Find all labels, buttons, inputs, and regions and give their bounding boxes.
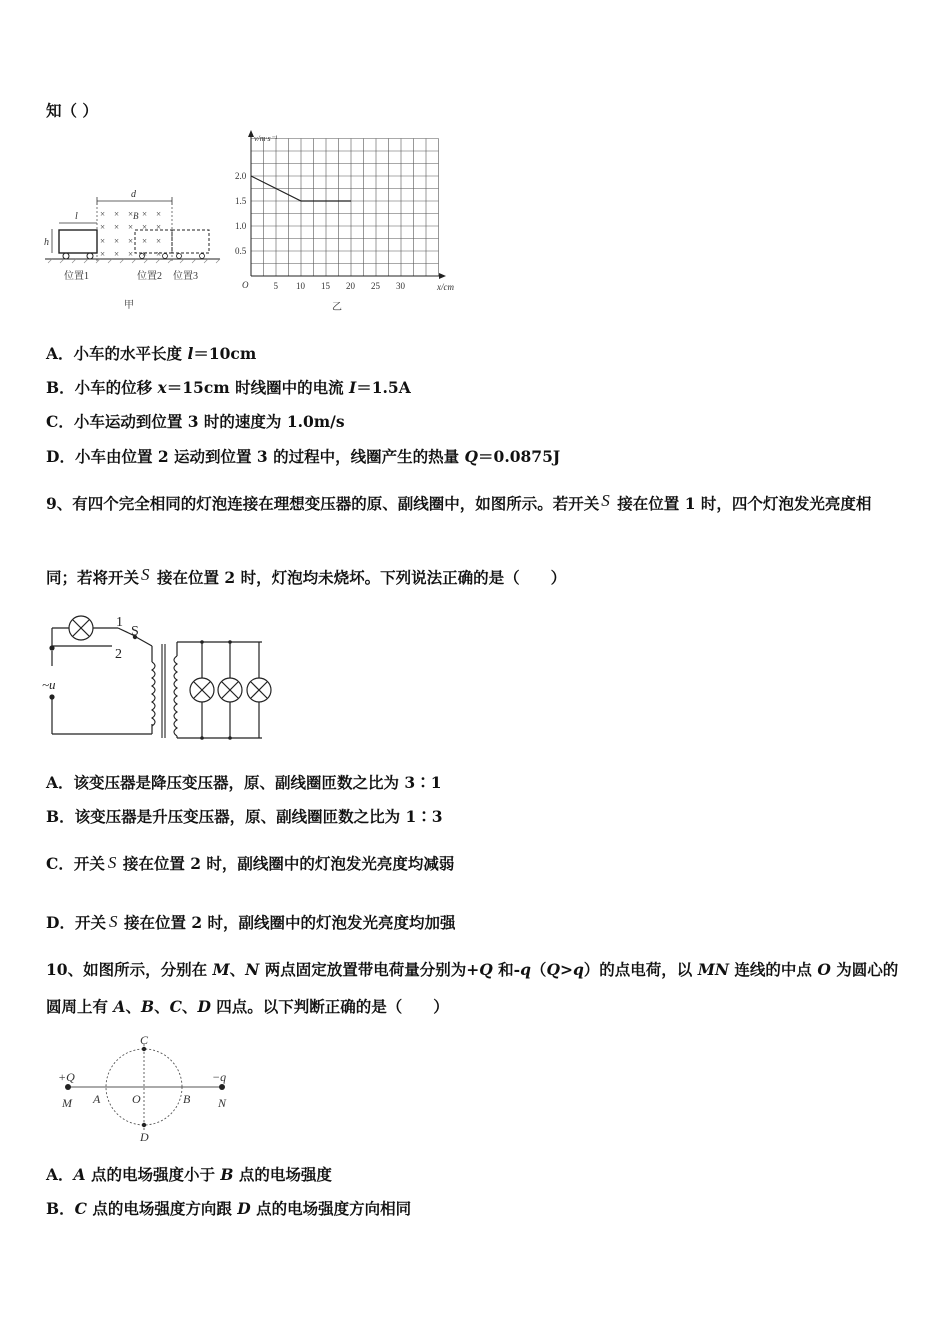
label-d: d [131, 189, 136, 200]
chart-xlabel: x/cm [437, 282, 454, 292]
option-letter: A． [46, 344, 74, 363]
svg-text:×: × [128, 236, 134, 246]
x-tick-label: 5 [273, 281, 278, 291]
car-position-3 [172, 230, 209, 253]
q10-stem-line-1: 10、如图所示，分别在 M、N 两点固定放置带电荷量分别为+Q 和-q（Q>q）的点电荷，以 MN 连线的中点 O 为圆心的 [46, 960, 899, 979]
label-minus-q: −q [212, 1070, 227, 1084]
svg-text:×: × [142, 236, 148, 246]
label-d: D [140, 1130, 149, 1144]
q10-stem-line-2: 圆周上有 A、B、C、D 四点。以下判断正确的是（ ） [46, 997, 449, 1016]
q9-stem-line-1: 9、有四个完全相同的灯泡连接在理想变压器的原、副线圈中，如图所示。若开关 S 接在位置 1 时，四个灯泡发光亮度相 [46, 491, 872, 513]
label-l: l [75, 211, 78, 222]
figure-transformer-circuit [40, 606, 280, 746]
label-voltage-u: ~u [42, 677, 56, 692]
svg-text:×: × [100, 249, 106, 259]
q10-option-b[interactable]: B．C 点的电场强度方向跟 D 点的电场强度方向相同 [46, 1199, 412, 1218]
x-tick-label: 30 [396, 281, 405, 291]
x-tick-label: 10 [296, 281, 305, 291]
car-position-1 [59, 230, 97, 253]
option-letter: A． [46, 1165, 74, 1184]
y-tick-label: 2.0 [235, 171, 247, 181]
svg-text:×: × [142, 222, 148, 232]
option-letter: B． [46, 378, 75, 397]
figure-point-charges-circle [50, 1030, 250, 1150]
svg-text:×: × [142, 209, 148, 219]
svg-text:×: × [156, 209, 162, 219]
point-d [142, 1123, 146, 1127]
y-tick-label: 1.5 [235, 196, 247, 206]
figure-car-in-field [40, 183, 230, 313]
figure-v-x-graph [228, 128, 468, 318]
svg-text:×: × [128, 222, 134, 232]
label-o: O [132, 1092, 141, 1106]
label-position-2: 2 [115, 647, 122, 662]
svg-text:×: × [114, 209, 120, 219]
label-pos2: 位置2 [137, 271, 162, 282]
switch-symbol-s: S [141, 565, 150, 584]
chart-ylabel: v/m·s⁻¹ [254, 134, 278, 143]
q9-option-b[interactable]: B．该变压器是升压变压器，原、副线圈匝数之比为 1∶3 [46, 807, 443, 826]
label-a: A [93, 1092, 101, 1106]
magnetic-field-crosses [100, 209, 161, 259]
option-letter: B． [46, 1199, 75, 1218]
label-position-1: 1 [116, 615, 123, 630]
secondary-coil [174, 656, 177, 736]
q9-option-a[interactable]: A．该变压器是降压变压器，原、副线圈匝数之比为 3∶1 [46, 773, 442, 792]
label-pos1: 位置1 [64, 271, 89, 282]
charge-minus-q [219, 1084, 225, 1090]
switch-symbol-s: S [601, 491, 610, 510]
svg-text:×: × [128, 249, 134, 259]
svg-text:×: × [156, 236, 162, 246]
option-letter: C． [46, 412, 74, 431]
label-b: B [183, 1092, 191, 1106]
q9-option-c[interactable]: C．开关 S 接在位置 2 时，副线圈中的灯泡发光亮度均减弱 [46, 853, 455, 873]
svg-text:×: × [114, 222, 120, 232]
svg-text:×: × [100, 236, 106, 246]
q8-option-b[interactable]: B．小车的位移 x＝15cm 时线圈中的电流 I＝1.5A [46, 378, 411, 397]
caption-jia: 甲 [124, 300, 134, 311]
svg-text:×: × [100, 209, 106, 219]
svg-text:×: × [156, 249, 162, 259]
switch-symbol-s: S [108, 912, 118, 931]
label-switch-s: S [131, 624, 139, 639]
label-pos3: 位置3 [173, 271, 198, 282]
chart-axes [248, 130, 446, 279]
label-n: N [218, 1096, 227, 1110]
q9-stem-line-2: 同；若将开关 S 接在位置 2 时，灯泡均未烧坏。下列说法正确的是（ ） [46, 565, 567, 587]
y-tick-label: 0.5 [235, 246, 247, 256]
label-h: h [44, 237, 49, 248]
q8-option-d[interactable]: D．小车由位置 2 运动到位置 3 的过程中，线圈产生的热量 Q＝0.0875J [46, 447, 561, 466]
primary-coil [152, 662, 155, 726]
q8-option-a[interactable]: A．小车的水平长度 l＝10cm [46, 344, 257, 363]
q10-option-a[interactable]: A．A 点的电场强度小于 B 点的电场强度 [46, 1165, 332, 1184]
q9-option-d[interactable]: D．开关 S 接在位置 2 时，副线圈中的灯泡发光亮度均加强 [46, 912, 456, 932]
label-c: C [140, 1033, 149, 1047]
option-letter: D． [46, 447, 75, 466]
svg-text:×: × [142, 249, 148, 259]
svg-text:×: × [156, 222, 162, 232]
q8-option-c[interactable]: C．小车运动到位置 3 时的速度为 1.0m/s [46, 412, 345, 431]
y-tick-label: 1.0 [235, 221, 247, 231]
svg-text:×: × [114, 236, 120, 246]
point-c [142, 1047, 146, 1051]
x-tick-label: 20 [346, 281, 355, 291]
question-continuation: 知（ ） [46, 101, 98, 120]
label-plus-q: +Q [58, 1070, 75, 1084]
switch-symbol-s: S [107, 853, 117, 872]
caption-yi: 乙 [332, 302, 342, 313]
car-position-2 [135, 230, 172, 253]
svg-text:×: × [100, 222, 106, 232]
x-tick-label: 25 [371, 281, 380, 291]
svg-text:×: × [128, 209, 134, 219]
svg-text:×: × [114, 249, 120, 259]
label-m: M [62, 1096, 72, 1110]
charge-plus-q [65, 1084, 71, 1090]
chart-origin: O [242, 280, 249, 290]
x-tick-label: 15 [321, 281, 330, 291]
label-B: B [133, 211, 139, 221]
chart-grid [251, 139, 439, 277]
